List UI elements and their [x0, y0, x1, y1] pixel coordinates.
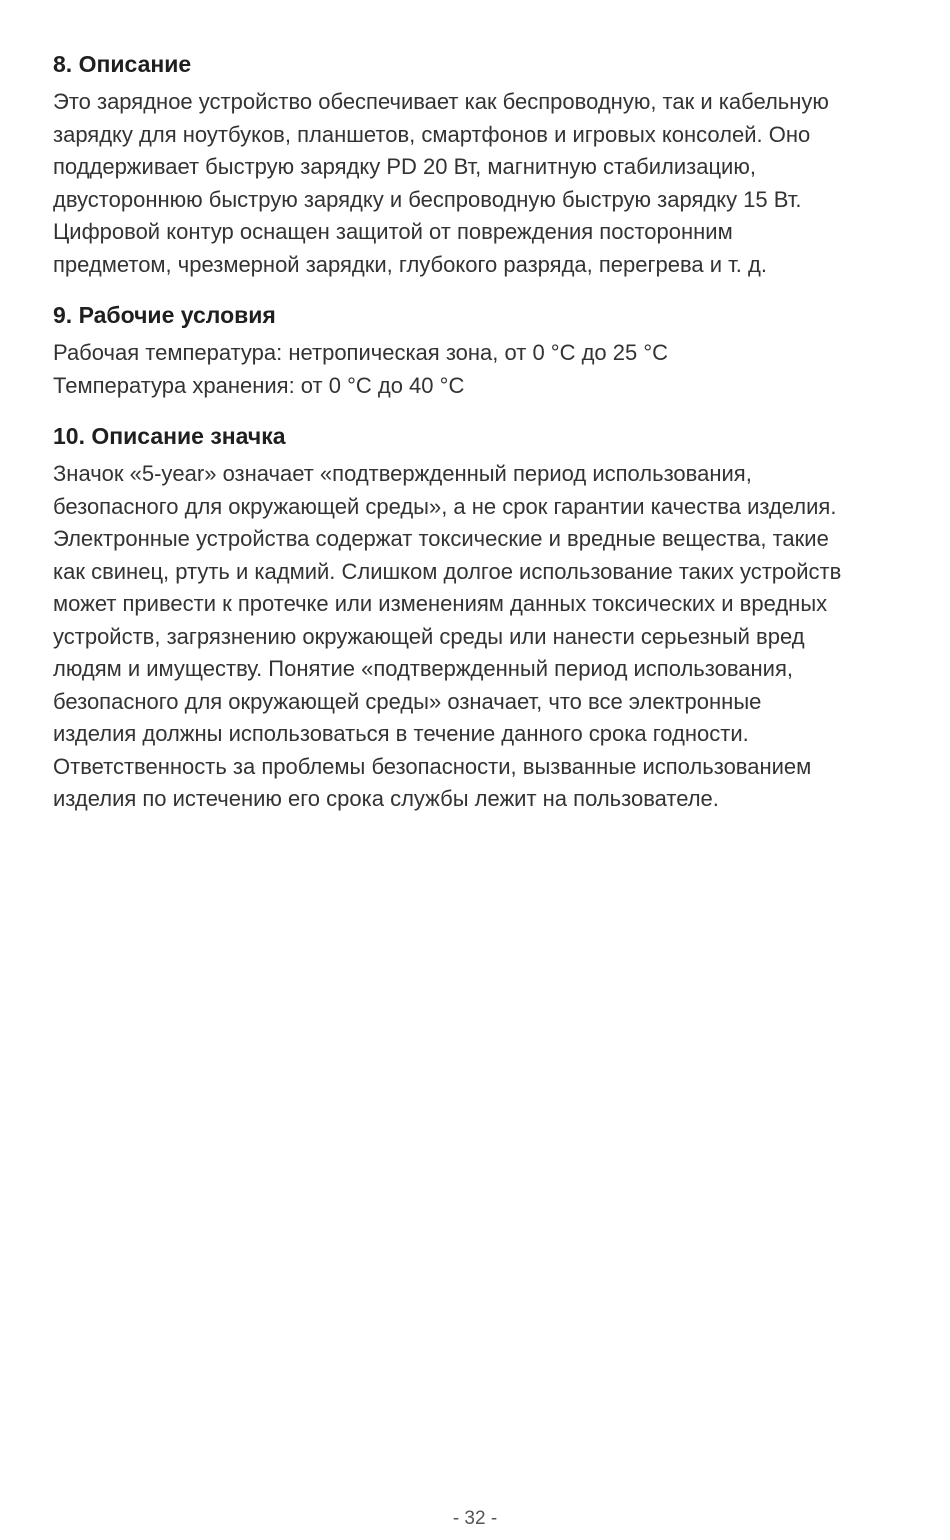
- text-line: Это зарядное устройство обеспечивает как беспроводную, так и кабельную: [53, 89, 829, 114]
- section-description: [53, 48, 903, 281]
- text-line: безопасного для окружающей среды» означает, что все электронные: [53, 688, 762, 714]
- text-line: Электронные устройства содержат токсические и вредные вещества, такие: [53, 526, 829, 551]
- text-line: может привести к протечке или изменениям данных токсических и вредных: [53, 591, 828, 616]
- text-line: Цифровой контур оснащен защитой от повреждения посторонним: [53, 219, 733, 244]
- section-title: 10. Описание значка: [53, 423, 286, 449]
- text-line: Значок «5-year» означает «подтвержденный период использования,: [53, 461, 752, 486]
- text-line: предметом, чрезмерной зарядки, глубокого разряда, перегрева и т. д.: [53, 251, 767, 277]
- section-icon-description: [53, 420, 903, 816]
- section-title: 8. Описание: [53, 51, 192, 77]
- text-line: поддерживает быструю зарядку PD 20 Вт, магнитную стабилизацию,: [53, 154, 756, 179]
- text-line: устройств, загрязнению окружающей среды или нанести серьезный вред: [53, 623, 805, 649]
- text-line: Температура хранения: от 0 °C до 40 °C: [53, 372, 465, 398]
- section-body: [53, 458, 903, 816]
- text-line: как свинец, ртуть и кадмий. Слишком долгое использование таких устройств: [53, 558, 842, 584]
- section-title: 9. Рабочие условия: [53, 302, 276, 328]
- text-line: зарядку для ноутбуков, планшетов, смартфонов и игровых консолей. Оно: [53, 121, 811, 147]
- section-operating-conditions: [53, 299, 903, 402]
- text-line: Рабочая температура: нетропическая зона, от 0 °C до 25 °C: [53, 340, 669, 365]
- page-number: - 32 -: [452, 1508, 498, 1529]
- section-body: [53, 86, 903, 281]
- text-line: двустороннюю быструю зарядку и беспроводную быструю зарядку 15 Вт.: [53, 186, 802, 212]
- document-page: [53, 48, 903, 834]
- text-line: изделия должны использоваться в течение данного срока годности.: [53, 721, 749, 746]
- section-body: [53, 337, 903, 402]
- text-line: изделия по истечению его срока службы лежит на пользователе.: [53, 786, 719, 811]
- text-line: людям и имуществу. Понятие «подтвержденный период использования,: [53, 656, 793, 681]
- text-line: Ответственность за проблемы безопасности, вызванные использованием: [53, 753, 812, 779]
- text-line: безопасного для окружающей среды», а не срок гарантии качества изделия.: [53, 493, 837, 519]
